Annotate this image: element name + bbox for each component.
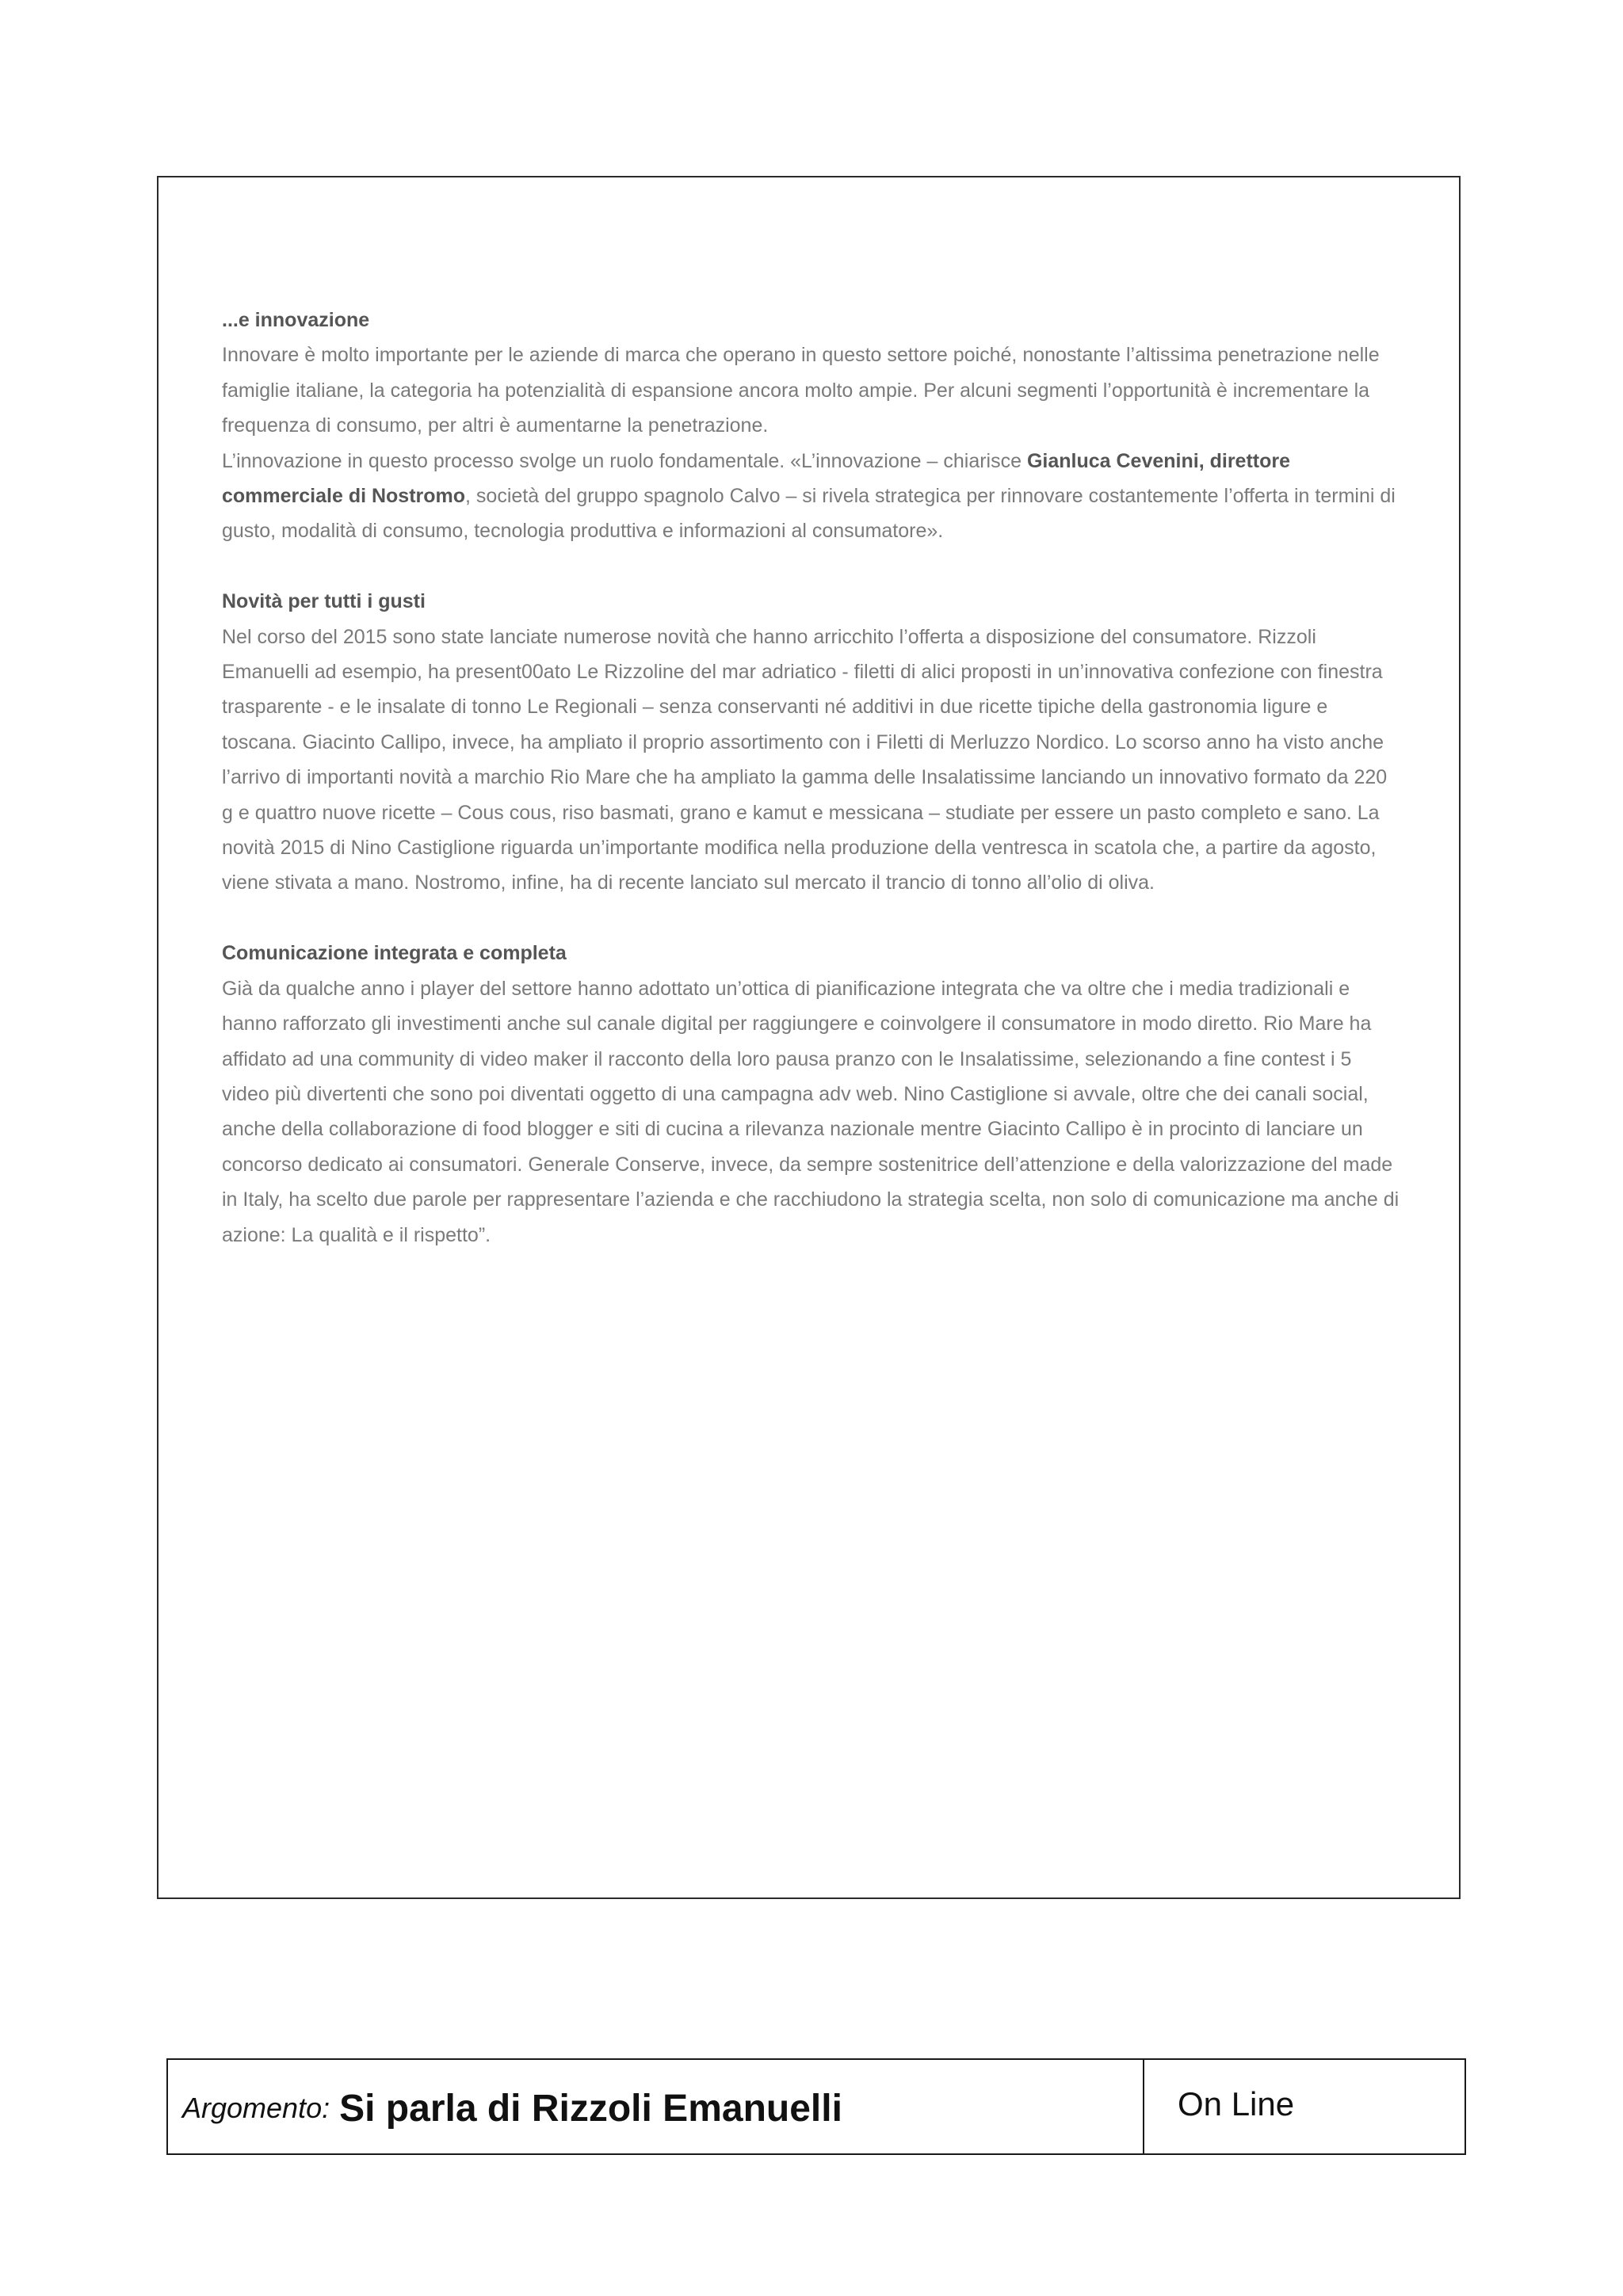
article-body	[222, 303, 1403, 1287]
footer-channel-cell	[1144, 2060, 1465, 2153]
channel-label: On Line	[1178, 2085, 1295, 2122]
footer-topic-cell	[168, 2060, 1144, 2153]
section-title: Comunicazione integrata e completa	[222, 942, 567, 965]
paragraph-text: , società del gruppo spagnolo Calvo – si rivela strategica per rinnovare costantemente l’offerta in termini di gusto, modalità di consumo, tecnologia produttiva e informazioni al consumatore».	[222, 485, 1396, 543]
topic-label: Argomento:	[182, 2092, 330, 2124]
section-title: Novità per tutti i gusti	[222, 590, 426, 613]
section-paragraph	[222, 971, 1403, 1253]
article-section	[222, 584, 1403, 901]
topic-value: Si parla di Rizzoli Emanuelli	[339, 2087, 842, 2130]
paragraph-text: Già da qualche anno i player del settore hanno adottato un’ottica di pianificazione integrata che va oltre che i media tradizionali e hanno rafforzato gli investimenti anche sul canale digital per raggiungere e coinvolgere il consumatore in modo diretto. Rio Mare ha affidato ad una community di video maker il racconto della loro pausa pranzo con le Insalatissime, selezionando a fine contest i 5 video più divertenti che sono poi diventati oggetto di una campagna adv web. Nino Castiglione si avvale, oltre che dei canali social, anche della collaborazione di food blogger e siti di cucina a rilevanza nazionale mentre Giacinto Callipo è in procinto di lanciare un concorso dedicato ai consumatori. Generale Conserve, invece, da sempre sostenitrice dell’attenzione e della valorizzazione del made in Italy, ha scelto due parole per rappresentare l’azienda e che racchiudono la strategia scelta, non solo di comunicazione ma anche di azione: La qualità e il rispetto”.	[222, 977, 1400, 1246]
section-paragraph	[222, 620, 1403, 901]
paragraph-text: Nel corso del 2015 sono state lanciate numerose novità che hanno arricchito l’offerta a disposizione del consumatore. Rizzoli Emanuelli ad esempio, ha present00ato Le Rizzoline del mar adriatico - filetti di alici proposti in un’innovativa confezione con finestra trasparente - e le insalate di tonno Le Regionali – senza conservanti né additivi in due ricette tipiche della gastronomia ligure e toscana. Giacinto Callipo, invece, ha ampliato il proprio assortimento con i Filetti di Merluzzo Nordico. Lo scorso anno ha visto anche l’arrivo di importanti novità a marchio Rio Mare che ha ampliato la gamma delle Insalatissime lanciando un innovativo formato da 220 g e quattro nuove ricette – Cous cous, riso basmati, grano e kamut e messicana – studiate per essere un pasto completo e sano. La novità 2015 di Nino Castiglione riguarda un’importante modifica nella produzione della ventresca in scatola che, a partire da agosto, viene stivata a mano. Nostromo, infine, ha di recente lanciato sul mercato il trancio di tonno all’olio di oliva.	[222, 625, 1388, 894]
section-paragraph	[222, 338, 1403, 548]
paragraph-text: Innovare è molto importante per le aziende di marca che operano in questo settore poiché, nonostante l’altissima penetrazione nelle famiglie italiane, la categoria ha potenzialità di espansione ancora molto ampie. Per alcuni segmenti l’opportunità è incrementare la frequenza di consumo, per altri è aumentarne la penetrazione.	[222, 344, 1380, 437]
article-section	[222, 936, 1403, 1253]
article-clipping-frame	[157, 176, 1461, 1899]
section-title: ...e innovazione	[222, 309, 370, 331]
footer-info-table	[166, 2058, 1466, 2155]
article-section	[222, 303, 1403, 549]
paragraph-text: L’innovazione in questo processo svolge un ruolo fondamentale. «L’innovazione – chiarisce	[222, 449, 1027, 472]
highlighted-text: Gianluca Cevenini, direttore commerciale di Nostromo	[222, 449, 1290, 508]
